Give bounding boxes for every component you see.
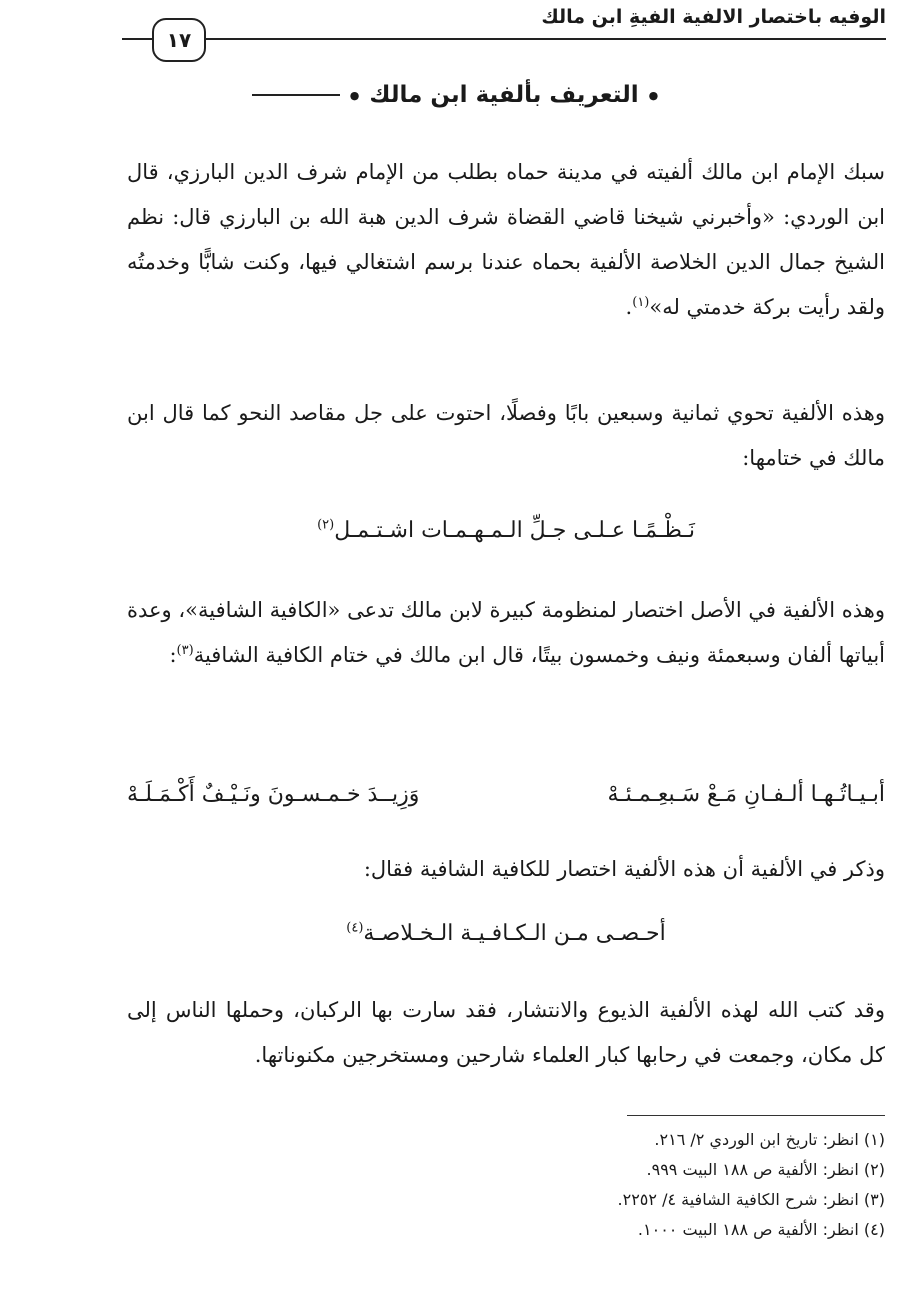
running-header-title: الوفيه باختصار الالفية الفيةِ ابن مالك: [541, 6, 886, 28]
footnote-separator: [627, 1115, 885, 1116]
verse-2: [127, 782, 885, 807]
verse-1: [127, 518, 885, 543]
footnote-3: (٣) انظر: شرح الكافية الشافية ٤/ ٢٢٥٢.: [617, 1190, 885, 1209]
footnotes: [127, 1125, 885, 1245]
footnote-ref-3: (٣): [176, 643, 194, 658]
paragraph-1: [127, 150, 885, 330]
heading-rule: [252, 94, 340, 96]
paragraph-5: وقد كتب الله لهذه الألفية الذيوع والانتشار، فقد سارت بها الركبان، وحملها الناس إلى كل مكان، وجمعت في رحابها كبار العلماء شارحين ومستخرجين مكنوناتها.: [127, 998, 885, 1067]
heading-dot-left: ●: [349, 88, 360, 102]
footnote-1: (١) انظر: تاريخ ابن الوردي ٢/ ٢١٦.: [654, 1130, 885, 1149]
paragraph-1-text: سبك الإمام ابن مالك ألفيته في مدينة حماه بطلب من الإمام شرف الدين البارزي، قال ابن الوردي: «وأخبرني شيخنا قاضي القضاة شرف الدين هبة الله بن البارزي قال: نظم الشيخ جمال الدين الخلاصة الألفية بحماه عندنا برسم اشتغالي فيها، وكنت شابًّا وخدمتُه ولقد رأيت بركة خدمتي له»: [127, 160, 885, 319]
verse-3: [127, 921, 885, 946]
verse-3-text: أحـصـى مـن الـكـافـيـة الـخـلاصـة: [363, 921, 666, 946]
paragraph-3: [127, 588, 885, 678]
paragraph-1-end: .: [625, 295, 633, 319]
footnote-ref-1: (١): [632, 295, 650, 310]
paragraph-3-text: وهذه الألفية في الأصل اختصار لمنظومة كبيرة لابن مالك تدعى «الكافية الشافية»، وعدة أبياتها ألفان وسبعمئة ونيف وخمسون بيتًا، قال ابن مالك في ختام الكافية الشافية: [127, 598, 885, 667]
paragraph-4: وذكر في الألفية أن هذه الألفية اختصار للكافية الشافية فقال:: [363, 857, 885, 881]
paragraph-2: وهذه الألفية تحوي ثمانية وسبعين بابًا وفصلًا، احتوت على جل مقاصد النحو كما قال ابن مالك في ختامها:: [127, 401, 885, 470]
paragraph-3-colon: :: [169, 643, 177, 667]
heading-dot-right: ●: [648, 88, 659, 102]
verse-1-text: نَـظْـمًـا عـلـى جـلِّ الـمـهـمـات اشـتـمـل: [334, 518, 695, 543]
verse-2-first-hemistich: أبـيـاتُـهـا ألـفـانِ مَـعْ سَـبعِـمـئـهْ: [607, 782, 885, 807]
footnote-ref-4: (٤): [346, 920, 364, 936]
page-number-badge: ١٧: [152, 18, 206, 62]
header-rule: [122, 38, 886, 40]
section-heading-text: التعريف بألفية ابن مالك: [369, 82, 639, 108]
section-heading: [0, 82, 910, 108]
footnote-ref-2: (٢): [317, 517, 335, 533]
footnote-4: (٤) انظر: الألفية ص ١٨٨ البيت ١٠٠٠.: [637, 1220, 885, 1239]
verse-2-second-hemistich: وَزِيــدَ خـمـسـونَ ونَـيْـفٌ أَكْـمَـلَـهْ: [127, 782, 420, 807]
footnote-2: (٢) انظر: الألفية ص ١٨٨ البيت ٩٩٩.: [646, 1160, 885, 1179]
